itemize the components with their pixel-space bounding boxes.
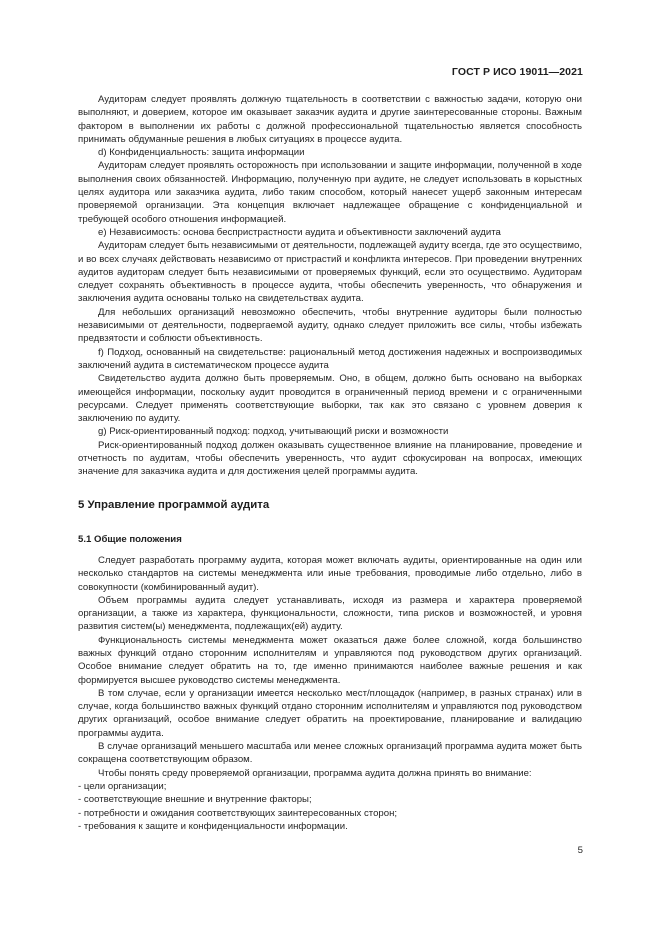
list-item: - потребности и ожидания соответствующих заинтересованных сторон; (78, 807, 398, 819)
paragraph: Свидетельство аудита должно быть проверяемым. Оно, в общем, должно быть основано на выборках имеющейся информации, поскольку аудит проводится в ограниченный период времени и с ограниченными ресурсами. Следует применять соответствующие выборки, так как это связано с уровнем доверия к заключению по аудиту. (78, 373, 582, 425)
paragraph: Чтобы понять среду проверяемой организации, программа аудита должна принять во внимание: (98, 767, 532, 779)
paragraph: g) Риск-ориентированный подход: подход, учитывающий риски и возможности (98, 426, 449, 438)
paragraph: Аудиторам следует быть независимыми от деятельности, подлежащей аудиту всегда, где это осуществимо, и во всех случаях действовать независимо от пристрастий и конфликта интересов. При проведении внутренних аудитов аудиторам следует быть независимыми от проверяемых функций, если это осуществимо. Аудиторам следует сохранять объективность в процессе аудита, чтобы обеспечить уверенность, что обнаружения и заключения аудита основаны только на свидетельствах аудита. (78, 240, 582, 305)
paragraph: Объем программы аудита следует устанавливать, исходя из размера и характера проверяемой организации, а также из характера, функциональности, сложности, типа рисков и возможностей, и уровня развития систем(ы) менеджмента, подлежащих(ей) аудиту. (78, 594, 582, 633)
paragraph: d) Конфиденциальность: защита информации (98, 147, 305, 159)
document-body (78, 93, 582, 833)
list-item: - требования к защите и конфиденциальности информации. (78, 820, 348, 832)
paragraph: Для небольших организаций невозможно обеспечить, чтобы внутренние аудиторы были полностью независимыми от деятельности, подвергаемой аудиту, однако следует приложить все силы, чтобы избежать предвзятости и соблюсти объективность. (78, 306, 582, 345)
list-item: - соответствующие внешние и внутренние факторы; (78, 794, 312, 806)
page-number: 5 (577, 845, 583, 856)
paragraph: Функциональность системы менеджмента может оказаться даже более сложной, когда большинство важных функций отдано сторонним исполнителям и управляются под руководством других организаций. Особое внимание следует обратить на то, где именно принимаются наиболее важные решения и как формируется высшее руководство системы менеджмента. (78, 634, 582, 686)
subsection-heading: 5.1 Общие положения (78, 533, 182, 545)
paragraph: f) Подход, основанный на свидетельстве: рациональный метод достижения надежных и воспроизводимых заключений аудита в систематическом процессе аудита (78, 346, 582, 371)
paragraph: Аудиторам следует проявлять должную тщательность в соответствии с важностью задачи, которую они выполняют, и доверием, которое им оказывает заказчик аудита и другие заинтересованные стороны. Важным фактором в выполнении их работы с должной профессиональной тщательностью является способность принимать обдуманные решения в любых ситуациях в процессе аудита. (78, 94, 582, 145)
list-item: - цели организации; (78, 780, 167, 792)
paragraph: e) Независимость: основа беспристрастности аудита и объективности заключений аудита (98, 226, 501, 238)
paragraph: В случае организаций меньшего масштаба или менее сложных организаций программа аудита может быть сокращена соответствующим образом. (78, 741, 582, 766)
paragraph: В том случае, если у организации имеется несколько мест/площадок (например, в разных странах) или в случае, когда большинство важных функций отдано сторонним исполнителям и управляются под руководством других организаций, особое внимание следует обратить на проектирование, планирование и валидацию программы аудита. (78, 687, 582, 739)
paragraph: Аудиторам следует проявлять осторожность при использовании и защите информации, полученной в ходе выполнения своих обязанностей. Информацию, полученную при аудите, не следует использовать в корыстных целях аудитора или заказчика аудита, либо таким способом, который нанесет ущерб законным интересам проверяемой организации. Эта концепция включает надлежащее обращение с конфиденциальной и требующей особого отношения информацией. (78, 160, 582, 225)
paragraph: Риск-ориентированный подход должен оказывать существенное влияние на планирование, проведение и отчетность по аудитам, чтобы обеспечить уверенность, что аудит сфокусирован на вопросах, имеющих значение для заказчика аудита и для достижения целей программы аудита. (78, 439, 582, 478)
section-heading: 5 Управление программой аудита (78, 498, 270, 511)
paragraph: Следует разработать программу аудита, которая может включать аудиты, ориентированные на один или несколько стандартов на системы менеджмента или иные требования, проводимые либо отдельно, либо в совокупности (комбинированный аудит). (78, 554, 582, 593)
document-standard-id: ГОСТ Р ИСО 19011—2021 (451, 66, 583, 78)
